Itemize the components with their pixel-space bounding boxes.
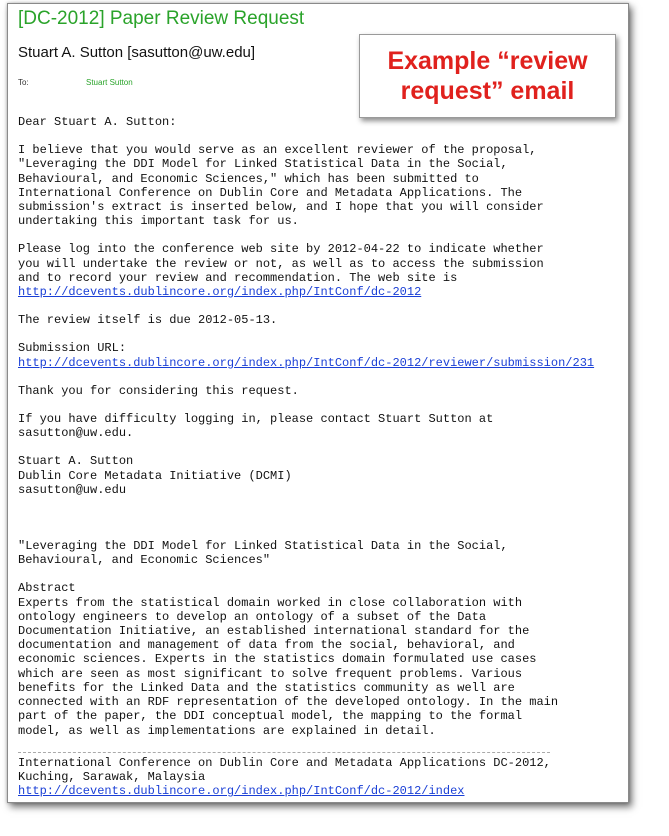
email-document bbox=[7, 3, 629, 803]
submission-url-block bbox=[18, 341, 622, 369]
email-subject: [DC-2012] Paper Review Request bbox=[18, 8, 305, 29]
body-line: If you have difficulty logging in, please contact Stuart Sutton at bbox=[18, 412, 494, 427]
submission-link[interactable]: http://dcevents.dublincore.org/index.php/IntConf/dc-2012/reviewer/submission/231 bbox=[18, 355, 595, 370]
blank-space bbox=[18, 511, 622, 539]
body-line: Behavioural, and Economic Sciences," which has been submitted to bbox=[18, 171, 479, 186]
callout-line-2: request” email bbox=[400, 77, 575, 105]
abstract-line: Documentation Initiative, an established international standard for the bbox=[18, 624, 530, 639]
email-sender: Stuart A. Sutton [sasutton@uw.edu] bbox=[18, 44, 256, 61]
to-label: To: bbox=[18, 78, 29, 87]
body-line: Behavioural, and Economic Sciences" bbox=[18, 553, 271, 568]
body-line: and to record your review and recommendation. The web site is bbox=[18, 270, 458, 285]
abstract-line: part of the paper, the DDI conceptual model, the mapping to the formal bbox=[18, 709, 523, 724]
body-line: submission's extract is inserted below, and I hope that you will consider bbox=[18, 200, 544, 215]
abstract-line: connected with an RDF representation of the developed ontology. In the main bbox=[18, 695, 559, 710]
callout-line-1: Example “review bbox=[387, 47, 588, 75]
signature-email: sasutton@uw.edu bbox=[18, 482, 127, 497]
body-line: International Conference on Dublin Core and Metadata Applications. The bbox=[18, 185, 523, 200]
footer-block bbox=[18, 756, 622, 799]
greeting: Dear Stuart A. Sutton: bbox=[18, 115, 177, 129]
footer-line: Kuching, Sarawak, Malaysia bbox=[18, 769, 206, 784]
paragraph-login bbox=[18, 242, 622, 299]
conference-index-link[interactable]: http://dcevents.dublincore.org/index.php/IntConf/dc-2012/index bbox=[18, 784, 465, 799]
body-line: undertaking this important task for us. bbox=[18, 214, 299, 229]
footer-divider bbox=[18, 752, 550, 753]
abstract-line: benefits for the Linked Data and the statistics community as well are bbox=[18, 680, 515, 695]
abstract-line: which are seen as most significant to solve frequent problems. Various bbox=[18, 666, 523, 681]
paragraph-intro bbox=[18, 143, 622, 228]
email-to-row bbox=[18, 78, 133, 87]
abstract-line: Experts from the statistical domain worked in close collaboration with bbox=[18, 595, 523, 610]
paper-title bbox=[18, 539, 622, 567]
abstract-line: economic sciences. Experts in the statistics domain formulated use cases bbox=[18, 652, 537, 667]
abstract-line: model, as well as implementations are explained in detail. bbox=[18, 723, 436, 738]
body-line: Please log into the conference web site by 2012-04-22 to indicate whether bbox=[18, 242, 544, 257]
body-line: sasutton@uw.edu. bbox=[18, 426, 134, 441]
email-body bbox=[18, 115, 622, 798]
abstract-heading: Abstract bbox=[18, 581, 76, 596]
paragraph-difficulty bbox=[18, 412, 622, 440]
abstract-line: documentation and management of data from the social, behavioral, and bbox=[18, 638, 515, 653]
footer-line: International Conference on Dublin Core and Metadata Applications DC-2012, bbox=[18, 755, 551, 770]
body-line: "Leveraging the DDI Model for Linked Statistical Data in the Social, bbox=[18, 157, 508, 172]
body-line: I believe that you would serve as an excellent reviewer of the proposal, bbox=[18, 143, 537, 158]
example-callout bbox=[359, 34, 616, 118]
conference-site-link[interactable]: http://dcevents.dublincore.org/index.php/IntConf/dc-2012 bbox=[18, 285, 422, 300]
signature-block bbox=[18, 454, 622, 497]
body-line: you will undertake the review or not, as well as to access the submission bbox=[18, 256, 544, 271]
signature-org: Dublin Core Metadata Initiative (DCMI) bbox=[18, 468, 292, 483]
body-line: "Leveraging the DDI Model for Linked Statistical Data in the Social, bbox=[18, 539, 508, 554]
to-recipient[interactable]: Stuart Sutton bbox=[86, 78, 133, 87]
signature-name: Stuart A. Sutton bbox=[18, 454, 134, 469]
due-date-line: The review itself is due 2012-05-13. bbox=[18, 313, 278, 328]
abstract-block bbox=[18, 581, 622, 737]
thanks-line: Thank you for considering this request. bbox=[18, 383, 299, 398]
abstract-line: ontology engineers to develop an ontology of a subset of the Data bbox=[18, 609, 487, 624]
submission-url-label: Submission URL: bbox=[18, 341, 127, 356]
